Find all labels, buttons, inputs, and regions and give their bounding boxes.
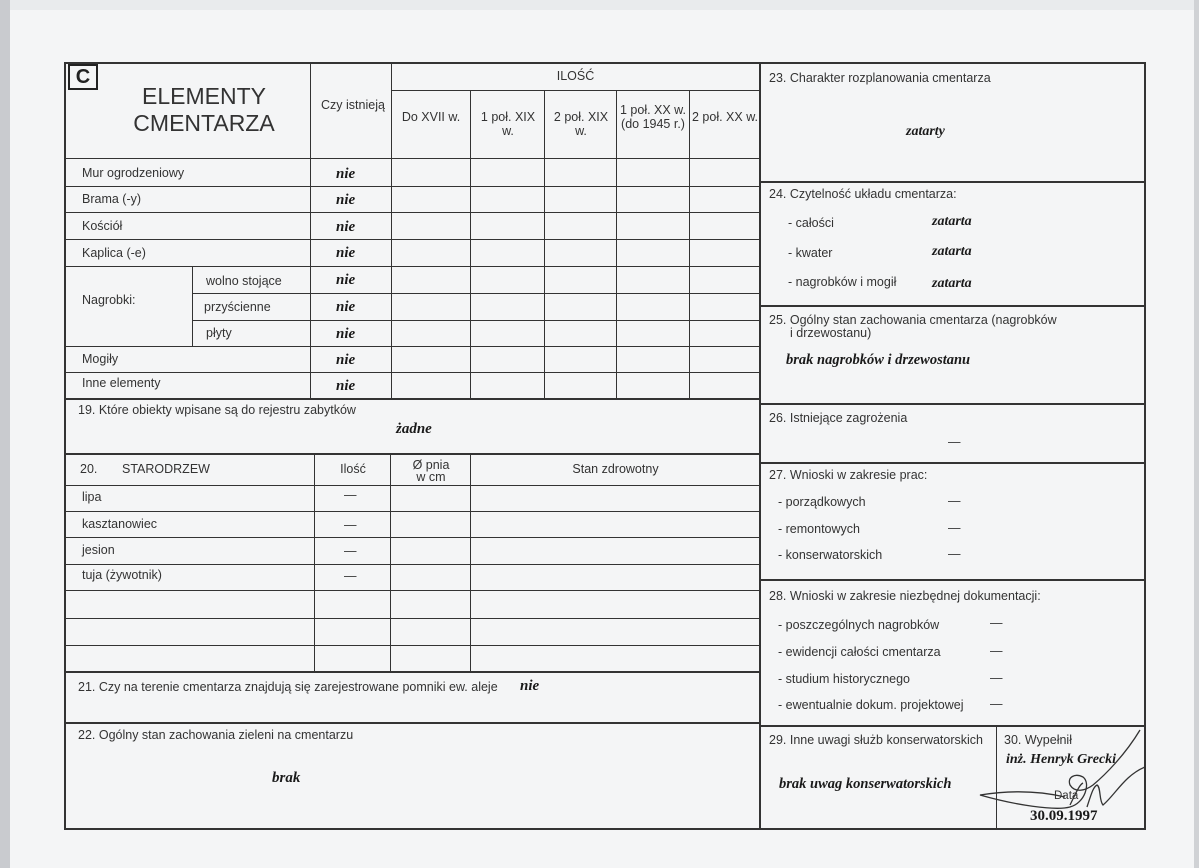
q21-value: nie xyxy=(520,678,540,694)
q24-row-label-2: - nagrobków i mogił xyxy=(788,275,897,289)
tree-count-3: — xyxy=(344,569,357,583)
q25-label-line2: i drzewostanu) xyxy=(790,326,872,340)
q30-date: 30.09.1997 xyxy=(1030,808,1098,824)
period-header-3: 1 poł. XX w. (do 1945 r.) xyxy=(619,103,686,131)
element-value-gate: nie xyxy=(336,192,356,208)
q28-row-label-1: - ewidencji całości cmentarza xyxy=(778,645,941,659)
tree-count-0: — xyxy=(344,488,357,502)
column-quantity-header: ILOŚĆ xyxy=(556,69,595,83)
element-value-graves-wall: nie xyxy=(336,299,356,315)
q28-row-value-2: — xyxy=(990,671,1003,685)
q27-row-label-2: - konserwatorskich xyxy=(778,548,883,562)
element-label-church: Kościół xyxy=(82,219,123,233)
element-label-other: Inne elementy xyxy=(82,376,161,390)
section-title-line1: ELEMENTY xyxy=(142,83,266,109)
element-value-wall: nie xyxy=(336,166,356,182)
q28-row-value-0: — xyxy=(990,616,1003,630)
q30-date-label: Data xyxy=(1054,790,1079,802)
q25-value: brak nagrobków i drzewostanu xyxy=(786,352,971,368)
scanner-edge-right xyxy=(1194,0,1199,868)
q21-label: 21. Czy na terenie cmentarza znajdują się zarejestrowane pomniki ew. aleje xyxy=(78,680,498,694)
element-value-church: nie xyxy=(336,219,356,235)
element-label-chapel: Kaplica (-e) xyxy=(82,246,146,260)
q20-title: STARODRZEW xyxy=(122,462,210,476)
cemetery-form-section-c xyxy=(64,62,1146,830)
element-value-graves-free: nie xyxy=(336,272,356,288)
element-label-graves-free: wolno stojące xyxy=(206,274,282,288)
q20-diameter-header-line1: Ø pnia xyxy=(412,458,450,472)
q30-label: 30. Wypełnił xyxy=(1004,733,1072,747)
q28-row-label-0: - poszczególnych nagrobków xyxy=(778,618,940,632)
tree-name-1: kasztanowiec xyxy=(82,517,158,531)
q22-value: brak xyxy=(272,770,301,786)
element-value-other: nie xyxy=(336,378,356,394)
q27-row-label-0: - porządkowych xyxy=(778,495,866,509)
period-header-1: 1 poł. XIX w. xyxy=(480,110,536,138)
tree-name-3: tuja (żywotnik) xyxy=(82,568,162,582)
q28-label: 28. Wnioski w zakresie niezbędnej dokumentacji: xyxy=(769,589,1041,603)
q29-label: 29. Inne uwagi służb konserwatorskich xyxy=(769,733,984,747)
q20-number: 20. xyxy=(80,462,98,476)
element-label-graves-plates: płyty xyxy=(206,326,232,340)
q28-row-label-2: - studium historycznego xyxy=(778,672,911,686)
q19-label: 19. Które obiekty wpisane są do rejestru zabytków xyxy=(78,403,356,417)
element-label-wall: Mur ogrodzeniowy xyxy=(82,166,185,180)
period-header-4: 2 poł. XX w. xyxy=(692,110,759,124)
q26-label: 26. Istniejące zagrożenia xyxy=(769,411,908,425)
element-value-tombs: nie xyxy=(336,352,356,368)
element-value-graves-plates: nie xyxy=(336,326,356,342)
element-label-tombs: Mogiły xyxy=(82,352,119,366)
q28-row-value-3: — xyxy=(990,697,1003,711)
q24-label: 24. Czytelność układu cmentarza: xyxy=(769,187,957,201)
q30-name: inż. Henryk Grecki xyxy=(1006,752,1117,767)
q20-health-header: Stan zdrowotny xyxy=(572,462,659,476)
q26-value: — xyxy=(948,435,961,449)
q25-label-line1: 25. Ogólny stan zachowania cmentarza (nagrobków xyxy=(769,313,1057,327)
q24-row-label-1: - kwater xyxy=(788,246,833,260)
q23-value: zatarty xyxy=(906,124,945,139)
element-label-graves-wall: przyścienne xyxy=(204,300,271,314)
section-letter-box: C xyxy=(68,64,98,90)
q28-row-label-3: - ewentualnie dokum. projektowej xyxy=(778,698,964,712)
tree-count-1: — xyxy=(344,518,357,532)
tree-name-2: jesion xyxy=(82,543,115,557)
element-value-chapel: nie xyxy=(336,245,356,261)
period-header-0: Do XVII w. xyxy=(401,110,461,124)
signature-scribble xyxy=(975,725,1155,835)
q24-row-value-1: zatarta xyxy=(932,244,972,259)
scanner-edge-left xyxy=(0,0,10,868)
tree-count-2: — xyxy=(344,544,357,558)
q27-row-label-1: - remontowych xyxy=(778,522,860,536)
section-title-line2: CMENTARZA xyxy=(133,110,275,136)
element-label-graves: Nagrobki: xyxy=(82,293,136,307)
q27-row-value-1: — xyxy=(948,521,961,535)
q20-diameter-header-line2: w cm xyxy=(416,470,446,484)
q22-label: 22. Ogólny stan zachowania zieleni na cmentarzu xyxy=(78,728,354,742)
q27-row-value-2: — xyxy=(948,547,961,561)
q27-row-value-0: — xyxy=(948,494,961,508)
q24-row-value-0: zatarta xyxy=(932,214,972,229)
q27-label: 27. Wnioski w zakresie prac: xyxy=(769,468,928,482)
q24-row-value-2: zatarta xyxy=(932,276,972,291)
q20-count-header: Ilość xyxy=(340,462,366,476)
period-header-2: 2 poł. XIX w. xyxy=(553,110,609,138)
tree-name-0: lipa xyxy=(82,490,102,504)
q28-row-value-1: — xyxy=(990,644,1003,658)
element-label-gate: Brama (-y) xyxy=(82,192,142,206)
column-exists-header: Czy istnieją xyxy=(321,98,385,112)
q23-label: 23. Charakter rozplanowania cmentarza xyxy=(769,71,991,85)
q29-value: brak uwag konserwatorskich xyxy=(779,776,952,792)
q24-row-label-0: - całości xyxy=(788,216,834,230)
q19-value: żadne xyxy=(396,421,432,437)
